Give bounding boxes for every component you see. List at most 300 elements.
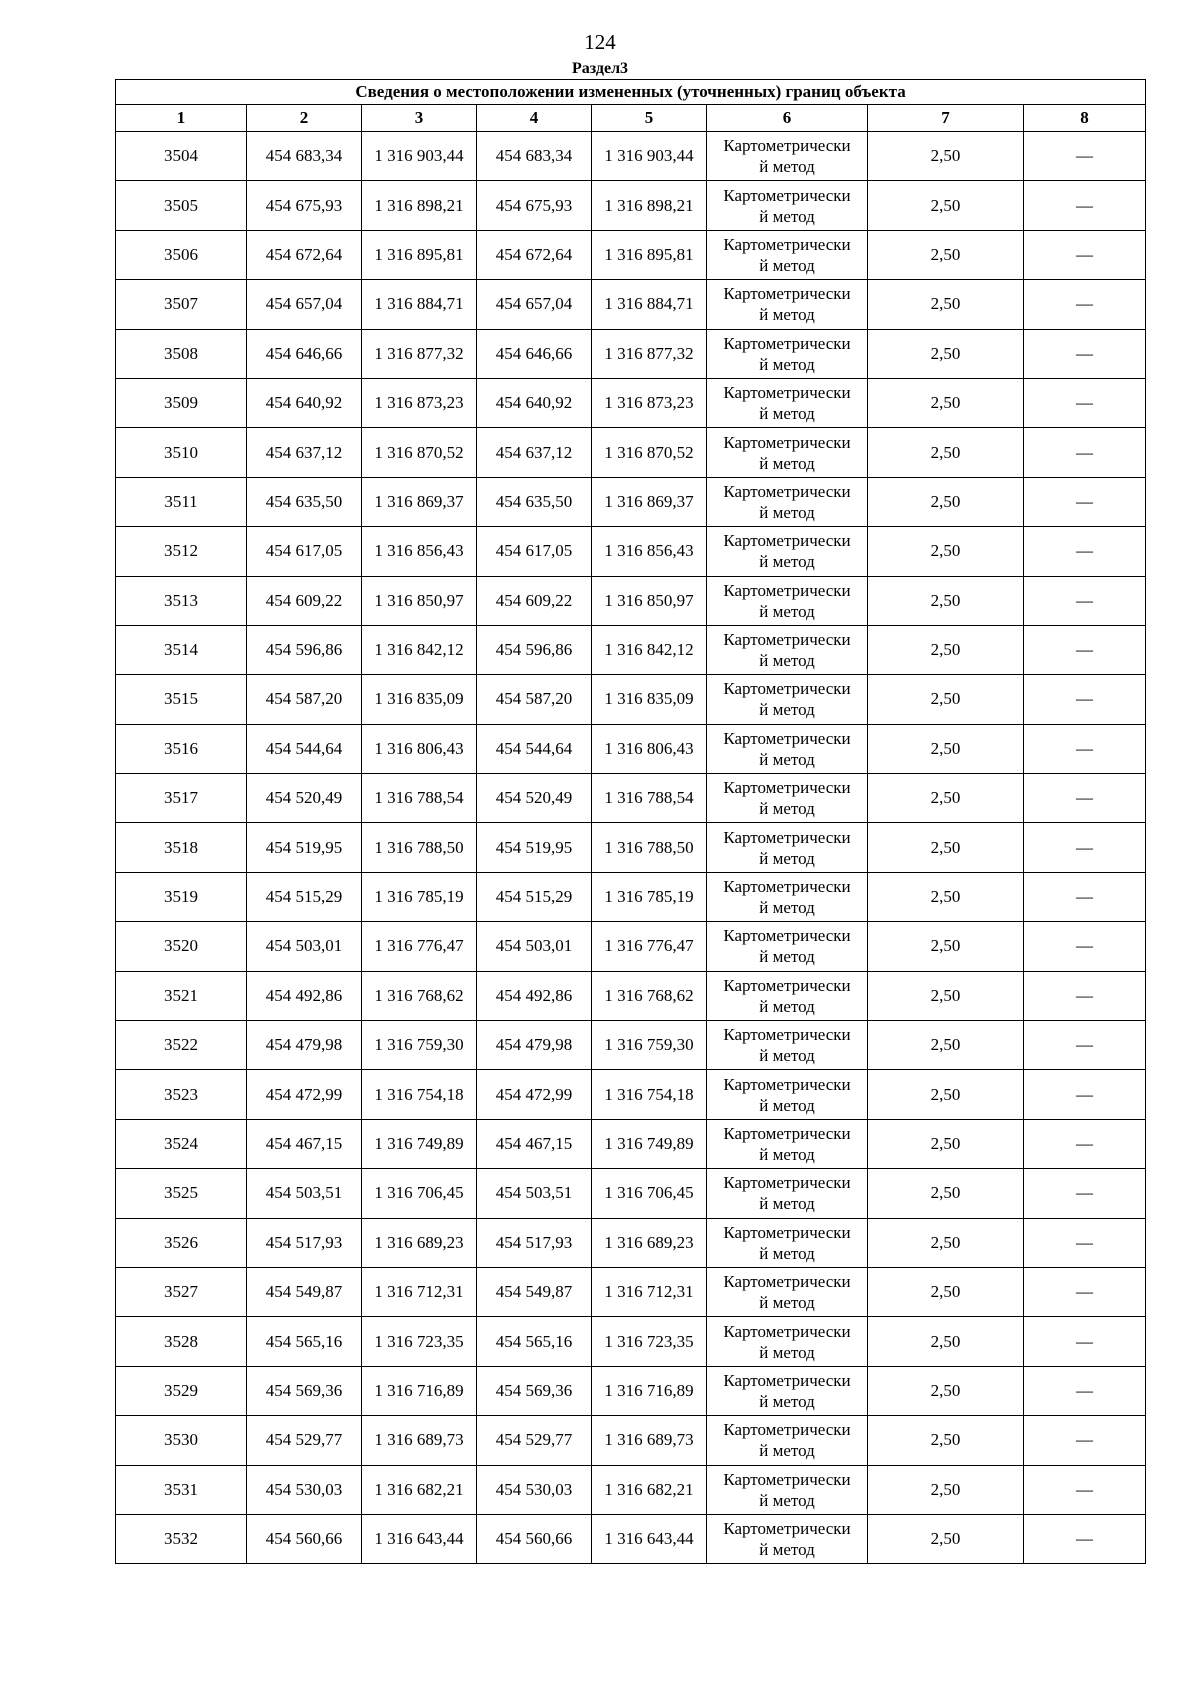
table-row <box>116 181 1146 230</box>
description-cell: — <box>1024 1317 1146 1366</box>
point-number-cell: 3517 <box>116 774 247 823</box>
table-row <box>116 576 1146 625</box>
method-text-line: Картометрически <box>723 383 851 403</box>
y-refined-cell: 1 316 723,35 <box>592 1317 707 1366</box>
column-number: 5 <box>592 105 707 132</box>
y-existing-cell: 1 316 682,21 <box>362 1465 477 1514</box>
method-cell <box>707 329 868 378</box>
table-row <box>116 1169 1146 1218</box>
method-text-line: й метод <box>759 255 815 275</box>
table-row <box>116 1465 1146 1514</box>
column-number: 8 <box>1024 105 1146 132</box>
x-existing-cell: 454 675,93 <box>247 181 362 230</box>
method-text-line: Картометрически <box>723 1025 851 1045</box>
method-text-line: Картометрически <box>723 877 851 897</box>
x-existing-cell: 454 672,64 <box>247 230 362 279</box>
x-existing-cell: 454 520,49 <box>247 774 362 823</box>
y-existing-cell: 1 316 689,23 <box>362 1218 477 1267</box>
description-cell: — <box>1024 230 1146 279</box>
method-cell <box>707 724 868 773</box>
y-existing-cell: 1 316 835,09 <box>362 675 477 724</box>
y-existing-cell: 1 316 842,12 <box>362 625 477 674</box>
description-cell: — <box>1024 1119 1146 1168</box>
x-refined-cell: 454 587,20 <box>477 675 592 724</box>
method-text-line: й метод <box>759 601 815 621</box>
point-number-cell: 3512 <box>116 527 247 576</box>
x-existing-cell: 454 596,86 <box>247 625 362 674</box>
table-row <box>116 724 1146 773</box>
method-cell <box>707 576 868 625</box>
x-refined-cell: 454 544,64 <box>477 724 592 773</box>
x-existing-cell: 454 479,98 <box>247 1021 362 1070</box>
method-text-line: Картометрически <box>723 136 851 156</box>
method-text-line: й метод <box>759 1441 815 1461</box>
point-number-cell: 3511 <box>116 477 247 526</box>
y-existing-cell: 1 316 723,35 <box>362 1317 477 1366</box>
x-refined-cell: 454 635,50 <box>477 477 592 526</box>
method-text-line: Картометрически <box>723 728 851 748</box>
point-number-cell: 3523 <box>116 1070 247 1119</box>
method-text-line: й метод <box>759 1540 815 1560</box>
method-text-line: й метод <box>759 700 815 720</box>
x-existing-cell: 454 657,04 <box>247 280 362 329</box>
accuracy-cell: 2,50 <box>868 477 1024 526</box>
y-refined-cell: 1 316 856,43 <box>592 527 707 576</box>
accuracy-cell: 2,50 <box>868 774 1024 823</box>
table-row <box>116 132 1146 181</box>
table-row <box>116 1267 1146 1316</box>
description-cell: — <box>1024 971 1146 1020</box>
point-number-cell: 3504 <box>116 132 247 181</box>
description-cell: — <box>1024 1465 1146 1514</box>
x-existing-cell: 454 503,51 <box>247 1169 362 1218</box>
y-existing-cell: 1 316 768,62 <box>362 971 477 1020</box>
method-cell <box>707 922 868 971</box>
method-text-line: й метод <box>759 651 815 671</box>
accuracy-cell: 2,50 <box>868 1465 1024 1514</box>
point-number-cell: 3514 <box>116 625 247 674</box>
point-number-cell: 3524 <box>116 1119 247 1168</box>
y-existing-cell: 1 316 788,50 <box>362 823 477 872</box>
point-number-cell: 3521 <box>116 971 247 1020</box>
method-text-line: й метод <box>759 502 815 522</box>
point-number-cell: 3531 <box>116 1465 247 1514</box>
description-cell: — <box>1024 576 1146 625</box>
accuracy-cell: 2,50 <box>868 527 1024 576</box>
method-cell <box>707 1317 868 1366</box>
description-cell: — <box>1024 823 1146 872</box>
accuracy-cell: 2,50 <box>868 625 1024 674</box>
x-refined-cell: 454 515,29 <box>477 872 592 921</box>
method-text-line: й метод <box>759 552 815 572</box>
accuracy-cell: 2,50 <box>868 280 1024 329</box>
table-row <box>116 971 1146 1020</box>
table-row <box>116 1416 1146 1465</box>
description-cell: — <box>1024 625 1146 674</box>
y-refined-cell: 1 316 776,47 <box>592 922 707 971</box>
x-existing-cell: 454 529,77 <box>247 1416 362 1465</box>
method-text-line: й метод <box>759 206 815 226</box>
x-existing-cell: 454 467,15 <box>247 1119 362 1168</box>
method-text-line: Картометрически <box>723 1074 851 1094</box>
method-cell <box>707 1169 868 1218</box>
table-row <box>116 1317 1146 1366</box>
table-row <box>116 675 1146 724</box>
y-existing-cell: 1 316 873,23 <box>362 378 477 427</box>
method-text-line: Картометрически <box>723 1370 851 1390</box>
description-cell: — <box>1024 1070 1146 1119</box>
table-row <box>116 1070 1146 1119</box>
method-cell <box>707 477 868 526</box>
table-row <box>116 922 1146 971</box>
method-text-line: й метод <box>759 1046 815 1066</box>
y-refined-cell: 1 316 870,52 <box>592 428 707 477</box>
y-existing-cell: 1 316 806,43 <box>362 724 477 773</box>
x-existing-cell: 454 569,36 <box>247 1366 362 1415</box>
accuracy-cell: 2,50 <box>868 1169 1024 1218</box>
point-number-cell: 3509 <box>116 378 247 427</box>
method-text-line: Картометрически <box>723 234 851 254</box>
x-existing-cell: 454 587,20 <box>247 675 362 724</box>
accuracy-cell: 2,50 <box>868 378 1024 427</box>
x-refined-cell: 454 596,86 <box>477 625 592 674</box>
table-row <box>116 823 1146 872</box>
method-text-line: й метод <box>759 354 815 374</box>
accuracy-cell: 2,50 <box>868 1021 1024 1070</box>
x-refined-cell: 454 503,01 <box>477 922 592 971</box>
table-caption: Сведения о местоположении измененных (уточненных) границ объекта <box>116 80 1146 105</box>
method-text-line: Картометрически <box>723 531 851 551</box>
y-refined-cell: 1 316 712,31 <box>592 1267 707 1316</box>
point-number-cell: 3519 <box>116 872 247 921</box>
description-cell: — <box>1024 428 1146 477</box>
table-row <box>116 1218 1146 1267</box>
method-text-line: Картометрически <box>723 481 851 501</box>
y-existing-cell: 1 316 870,52 <box>362 428 477 477</box>
point-number-cell: 3528 <box>116 1317 247 1366</box>
y-refined-cell: 1 316 898,21 <box>592 181 707 230</box>
point-number-cell: 3510 <box>116 428 247 477</box>
method-text-line: Картометрически <box>723 926 851 946</box>
method-cell <box>707 1366 868 1415</box>
method-cell <box>707 280 868 329</box>
x-refined-cell: 454 467,15 <box>477 1119 592 1168</box>
x-refined-cell: 454 472,99 <box>477 1070 592 1119</box>
y-existing-cell: 1 316 850,97 <box>362 576 477 625</box>
method-cell <box>707 1218 868 1267</box>
y-refined-cell: 1 316 768,62 <box>592 971 707 1020</box>
y-refined-cell: 1 316 716,89 <box>592 1366 707 1415</box>
x-existing-cell: 454 617,05 <box>247 527 362 576</box>
y-existing-cell: 1 316 895,81 <box>362 230 477 279</box>
x-existing-cell: 454 519,95 <box>247 823 362 872</box>
x-refined-cell: 454 617,05 <box>477 527 592 576</box>
method-cell <box>707 872 868 921</box>
method-text-line: й метод <box>759 157 815 177</box>
y-refined-cell: 1 316 785,19 <box>592 872 707 921</box>
column-number-row <box>116 105 1146 132</box>
method-text-line: Картометрически <box>723 1420 851 1440</box>
table-body <box>116 132 1146 1564</box>
method-text-line: Картометрически <box>723 580 851 600</box>
description-cell: — <box>1024 527 1146 576</box>
method-text-line: Картометрически <box>723 1173 851 1193</box>
x-refined-cell: 454 683,34 <box>477 132 592 181</box>
description-cell: — <box>1024 132 1146 181</box>
point-number-cell: 3518 <box>116 823 247 872</box>
accuracy-cell: 2,50 <box>868 132 1024 181</box>
method-text-line: Картометрически <box>723 1519 851 1539</box>
table-row <box>116 1119 1146 1168</box>
method-cell <box>707 1416 868 1465</box>
method-text-line: й метод <box>759 1293 815 1313</box>
point-number-cell: 3520 <box>116 922 247 971</box>
point-number-cell: 3532 <box>116 1514 247 1563</box>
y-refined-cell: 1 316 689,23 <box>592 1218 707 1267</box>
table-row <box>116 428 1146 477</box>
description-cell: — <box>1024 1169 1146 1218</box>
accuracy-cell: 2,50 <box>868 823 1024 872</box>
y-existing-cell: 1 316 877,32 <box>362 329 477 378</box>
method-text-line: Картометрически <box>723 1469 851 1489</box>
point-number-cell: 3526 <box>116 1218 247 1267</box>
accuracy-cell: 2,50 <box>868 872 1024 921</box>
accuracy-cell: 2,50 <box>868 1119 1024 1168</box>
x-refined-cell: 454 479,98 <box>477 1021 592 1070</box>
method-text-line: й метод <box>759 749 815 769</box>
table-row <box>116 774 1146 823</box>
y-existing-cell: 1 316 754,18 <box>362 1070 477 1119</box>
boundary-table <box>115 79 1146 1564</box>
description-cell: — <box>1024 675 1146 724</box>
x-existing-cell: 454 472,99 <box>247 1070 362 1119</box>
description-cell: — <box>1024 872 1146 921</box>
table-row <box>116 872 1146 921</box>
y-refined-cell: 1 316 788,54 <box>592 774 707 823</box>
x-refined-cell: 454 529,77 <box>477 1416 592 1465</box>
x-existing-cell: 454 635,50 <box>247 477 362 526</box>
description-cell: — <box>1024 724 1146 773</box>
method-text-line: й метод <box>759 848 815 868</box>
x-existing-cell: 454 517,93 <box>247 1218 362 1267</box>
method-text-line: й метод <box>759 305 815 325</box>
description-cell: — <box>1024 181 1146 230</box>
point-number-cell: 3522 <box>116 1021 247 1070</box>
column-number: 6 <box>707 105 868 132</box>
x-refined-cell: 454 672,64 <box>477 230 592 279</box>
x-refined-cell: 454 530,03 <box>477 1465 592 1514</box>
method-text-line: й метод <box>759 898 815 918</box>
table-row <box>116 1366 1146 1415</box>
y-refined-cell: 1 316 873,23 <box>592 378 707 427</box>
x-refined-cell: 454 657,04 <box>477 280 592 329</box>
x-existing-cell: 454 503,01 <box>247 922 362 971</box>
y-existing-cell: 1 316 706,45 <box>362 1169 477 1218</box>
description-cell: — <box>1024 1416 1146 1465</box>
y-existing-cell: 1 316 788,54 <box>362 774 477 823</box>
x-refined-cell: 454 569,36 <box>477 1366 592 1415</box>
point-number-cell: 3506 <box>116 230 247 279</box>
method-text-line: Картометрически <box>723 827 851 847</box>
column-number: 2 <box>247 105 362 132</box>
accuracy-cell: 2,50 <box>868 230 1024 279</box>
accuracy-cell: 2,50 <box>868 1317 1024 1366</box>
accuracy-cell: 2,50 <box>868 971 1024 1020</box>
method-text-line: й метод <box>759 1095 815 1115</box>
x-refined-cell: 454 640,92 <box>477 378 592 427</box>
x-existing-cell: 454 683,34 <box>247 132 362 181</box>
method-text-line: й метод <box>759 1391 815 1411</box>
method-cell <box>707 1021 868 1070</box>
table-row <box>116 378 1146 427</box>
method-text-line: Картометрически <box>723 1321 851 1341</box>
accuracy-cell: 2,50 <box>868 724 1024 773</box>
method-cell <box>707 823 868 872</box>
column-number: 1 <box>116 105 247 132</box>
method-text-line: й метод <box>759 1490 815 1510</box>
accuracy-cell: 2,50 <box>868 1416 1024 1465</box>
method-cell <box>707 1070 868 1119</box>
x-refined-cell: 454 517,93 <box>477 1218 592 1267</box>
y-refined-cell: 1 316 842,12 <box>592 625 707 674</box>
point-number-cell: 3516 <box>116 724 247 773</box>
method-cell <box>707 181 868 230</box>
y-refined-cell: 1 316 895,81 <box>592 230 707 279</box>
column-number: 7 <box>868 105 1024 132</box>
description-cell: — <box>1024 280 1146 329</box>
x-existing-cell: 454 609,22 <box>247 576 362 625</box>
accuracy-cell: 2,50 <box>868 1267 1024 1316</box>
accuracy-cell: 2,50 <box>868 1218 1024 1267</box>
method-cell <box>707 1267 868 1316</box>
x-existing-cell: 454 560,66 <box>247 1514 362 1563</box>
accuracy-cell: 2,50 <box>868 1514 1024 1563</box>
method-cell <box>707 132 868 181</box>
method-text-line: й метод <box>759 1243 815 1263</box>
y-refined-cell: 1 316 806,43 <box>592 724 707 773</box>
method-text-line: й метод <box>759 1145 815 1164</box>
x-existing-cell: 454 515,29 <box>247 872 362 921</box>
point-number-cell: 3507 <box>116 280 247 329</box>
description-cell: — <box>1024 922 1146 971</box>
method-cell <box>707 1119 868 1168</box>
x-refined-cell: 454 609,22 <box>477 576 592 625</box>
description-cell: — <box>1024 378 1146 427</box>
y-refined-cell: 1 316 689,73 <box>592 1416 707 1465</box>
x-existing-cell: 454 492,86 <box>247 971 362 1020</box>
method-cell <box>707 625 868 674</box>
method-text-line: й метод <box>759 1342 815 1362</box>
x-refined-cell: 454 646,66 <box>477 329 592 378</box>
method-text-line: й метод <box>759 947 815 967</box>
accuracy-cell: 2,50 <box>868 1070 1024 1119</box>
x-existing-cell: 454 530,03 <box>247 1465 362 1514</box>
description-cell: — <box>1024 774 1146 823</box>
method-text-line: Картометрически <box>723 284 851 304</box>
method-cell <box>707 527 868 576</box>
y-existing-cell: 1 316 785,19 <box>362 872 477 921</box>
table-row <box>116 230 1146 279</box>
y-refined-cell: 1 316 850,97 <box>592 576 707 625</box>
accuracy-cell: 2,50 <box>868 1366 1024 1415</box>
description-cell: — <box>1024 1514 1146 1563</box>
x-refined-cell: 454 560,66 <box>477 1514 592 1563</box>
y-existing-cell: 1 316 689,73 <box>362 1416 477 1465</box>
method-cell <box>707 675 868 724</box>
method-text-line: Картометрически <box>723 1272 851 1292</box>
method-cell <box>707 774 868 823</box>
x-existing-cell: 454 565,16 <box>247 1317 362 1366</box>
table-row <box>116 477 1146 526</box>
point-number-cell: 3515 <box>116 675 247 724</box>
y-existing-cell: 1 316 898,21 <box>362 181 477 230</box>
method-text-line: Картометрически <box>723 1124 851 1143</box>
y-refined-cell: 1 316 877,32 <box>592 329 707 378</box>
accuracy-cell: 2,50 <box>868 181 1024 230</box>
y-existing-cell: 1 316 856,43 <box>362 527 477 576</box>
method-text-line: Картометрически <box>723 975 851 995</box>
accuracy-cell: 2,50 <box>868 675 1024 724</box>
accuracy-cell: 2,50 <box>868 922 1024 971</box>
y-refined-cell: 1 316 788,50 <box>592 823 707 872</box>
method-text-line: Картометрически <box>723 185 851 205</box>
point-number-cell: 3527 <box>116 1267 247 1316</box>
x-existing-cell: 454 637,12 <box>247 428 362 477</box>
method-cell <box>707 378 868 427</box>
method-text-line: Картометрически <box>723 432 851 452</box>
x-refined-cell: 454 492,86 <box>477 971 592 1020</box>
description-cell: — <box>1024 1366 1146 1415</box>
method-text-line: й метод <box>759 404 815 424</box>
y-existing-cell: 1 316 869,37 <box>362 477 477 526</box>
method-text-line: й метод <box>759 453 815 473</box>
x-refined-cell: 454 565,16 <box>477 1317 592 1366</box>
method-text-line: Картометрически <box>723 333 851 353</box>
y-refined-cell: 1 316 869,37 <box>592 477 707 526</box>
method-text-line: й метод <box>759 1194 815 1214</box>
page-number: 124 <box>584 30 616 54</box>
y-existing-cell: 1 316 776,47 <box>362 922 477 971</box>
x-existing-cell: 454 640,92 <box>247 378 362 427</box>
method-text-line: Картометрически <box>723 630 851 650</box>
description-cell: — <box>1024 329 1146 378</box>
y-existing-cell: 1 316 749,89 <box>362 1119 477 1168</box>
x-refined-cell: 454 675,93 <box>477 181 592 230</box>
x-existing-cell: 454 544,64 <box>247 724 362 773</box>
y-refined-cell: 1 316 749,89 <box>592 1119 707 1168</box>
method-text-line: Картометрически <box>723 1222 851 1242</box>
point-number-cell: 3525 <box>116 1169 247 1218</box>
accuracy-cell: 2,50 <box>868 428 1024 477</box>
y-existing-cell: 1 316 884,71 <box>362 280 477 329</box>
y-existing-cell: 1 316 643,44 <box>362 1514 477 1563</box>
table-row <box>116 329 1146 378</box>
method-text-line: Картометрически <box>723 679 851 699</box>
y-existing-cell: 1 316 716,89 <box>362 1366 477 1415</box>
table-row <box>116 625 1146 674</box>
x-refined-cell: 454 637,12 <box>477 428 592 477</box>
column-number: 3 <box>362 105 477 132</box>
method-cell <box>707 230 868 279</box>
y-existing-cell: 1 316 712,31 <box>362 1267 477 1316</box>
description-cell: — <box>1024 1218 1146 1267</box>
y-refined-cell: 1 316 759,30 <box>592 1021 707 1070</box>
x-refined-cell: 454 549,87 <box>477 1267 592 1316</box>
description-cell: — <box>1024 1021 1146 1070</box>
table-row <box>116 1514 1146 1563</box>
section-title: Раздел3 <box>571 60 629 77</box>
x-existing-cell: 454 549,87 <box>247 1267 362 1316</box>
